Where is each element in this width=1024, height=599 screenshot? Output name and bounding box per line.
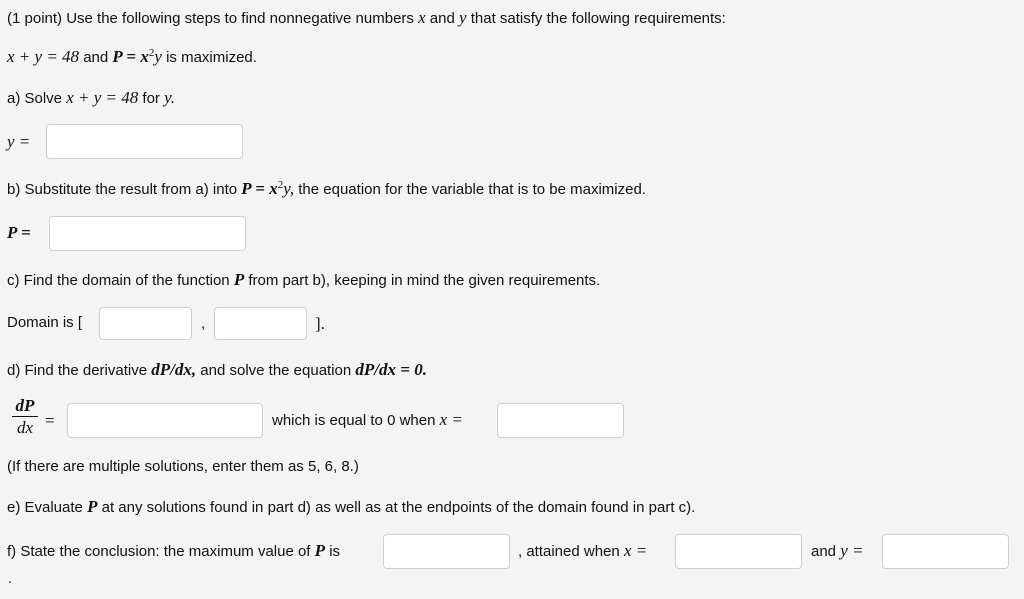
derivative-input[interactable] [67, 403, 263, 438]
part-a-prompt: a) Solve x + y = 48 for y. [7, 88, 175, 107]
multiple-solutions-note: (If there are multiple solutions, enter them as 5, 6, 8.) [7, 458, 359, 475]
part-b-answer-label: P = [7, 223, 31, 242]
domain-upper-input[interactable] [214, 307, 307, 340]
derivative-fraction: dP dx [10, 396, 40, 439]
derivative-equals: = [45, 411, 55, 430]
intro-line: (1 point) Use the following steps to find nonnegative numbers x and y that satisfy the following requirements: [7, 8, 726, 27]
domain-lower-input[interactable] [99, 307, 192, 340]
part-a-answer-label: y = [7, 132, 31, 151]
part-e-prompt: e) Evaluate P at any solutions found in part d) as well as at the endpoints of the domain found in part c). [7, 497, 696, 516]
requirements-line: x + y = 48 and $P = x^2y$ is maximized. [7, 47, 257, 66]
p-answer-input[interactable] [49, 216, 246, 251]
max-x-input[interactable] [675, 534, 802, 569]
domain-close: ]. [315, 314, 325, 333]
part-d-prompt: d) Find the derivative dP/dx, and solve the equation dP/dx = 0. [7, 360, 427, 379]
attained-label: , attained when x = [518, 541, 648, 560]
part-b-prompt: b) Substitute the result from a) into $P = x^2y$, the equation for the variable that is to be maximized. [7, 179, 646, 198]
critical-point-label: which is equal to 0 when x = [272, 410, 463, 429]
max-value-input[interactable] [383, 534, 510, 569]
trailing-dot: . [8, 570, 13, 587]
max-y-input[interactable] [882, 534, 1009, 569]
part-f-prompt: f) State the conclusion: the maximum value of P is [7, 541, 341, 560]
and-y-label: and y = [811, 541, 864, 560]
critical-point-input[interactable] [497, 403, 624, 438]
part-c-prompt: c) Find the domain of the function P from part b), keeping in mind the given requirements. [7, 270, 601, 289]
domain-label: Domain is [ [7, 314, 83, 331]
y-answer-input[interactable] [46, 124, 243, 159]
domain-comma: , [201, 315, 206, 332]
